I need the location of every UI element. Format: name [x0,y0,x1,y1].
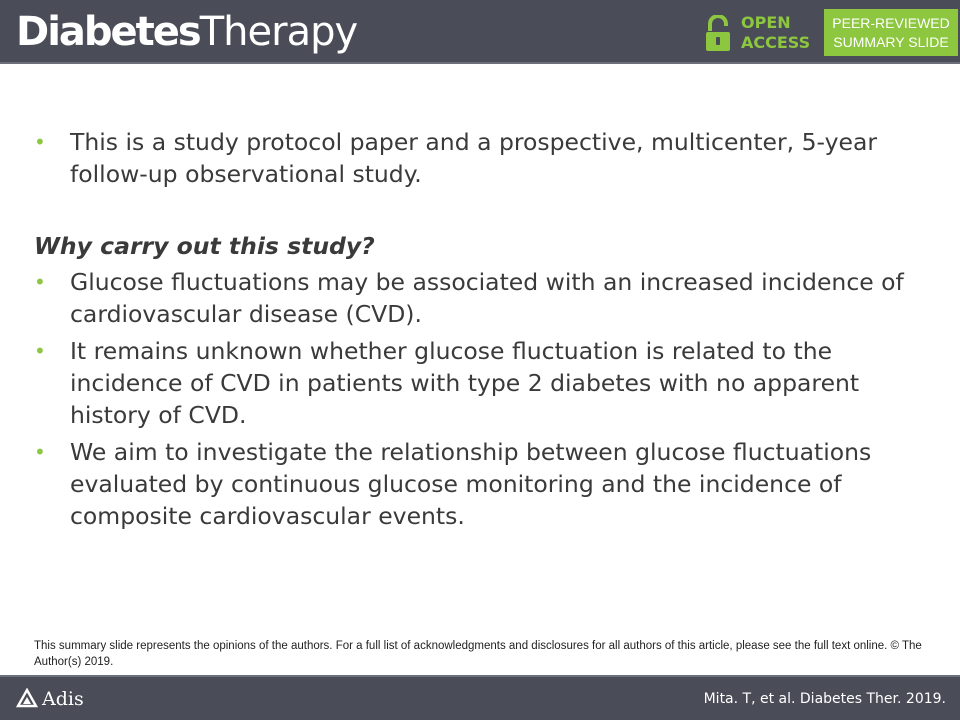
section-heading: Why carry out this study? [34,232,375,260]
bullet-icon: • [34,130,46,154]
bullet-icon: • [34,339,46,363]
bullet-icon: • [34,270,46,294]
journal-logo [16,6,357,58]
adis-triangle-icon [16,688,38,708]
publisher-logo [16,687,84,711]
list-item [34,266,934,330]
journal-name-bold: Diabetes [16,9,200,55]
citation-text: Mita. T, et al. Diabetes Ther. 2019. [703,691,946,707]
disclaimer-text: This summary slide represents the opinions of the authors. For a full list of acknowledgments and disclosures for all authors of this article, please see the full text online. © The Author(s) 2019. [34,640,922,668]
publisher-name: Adis [42,688,84,710]
slide-body [34,126,934,532]
bullet-icon: • [34,440,46,464]
list-item-text: We aim to investigate the relationship between glucose fluctuations evaluated by continuous glucose monitoring and the incidence of composite cardiovascular events. [70,438,872,530]
intro-bullet [34,126,934,190]
journal-name-light: Therapy [199,9,358,55]
open-access-line2: ACCESS [741,33,811,52]
list-item [34,436,934,532]
intro-text: This is a study protocol paper and a prospective, multicenter, 5-year follow-up observational study. [70,128,878,188]
peer-reviewed-line1: PEER-REVIEWED [832,14,950,31]
peer-reviewed-badge [824,9,958,56]
list-item-text: Glucose fluctuations may be associated with an increased incidence of cardiovascular disease (CVD). [70,268,904,328]
header-bar [0,0,960,64]
peer-reviewed-line2: SUMMARY SLIDE [833,33,949,50]
open-lock-icon [705,15,731,53]
open-access-line1: OPEN [741,13,791,32]
list-item-text: It remains unknown whether glucose fluctuation is related to the incidence of CVD in patients with type 2 diabetes with no apparent history of CVD. [70,337,860,429]
list-item [34,335,934,431]
footer-bar [0,675,960,720]
